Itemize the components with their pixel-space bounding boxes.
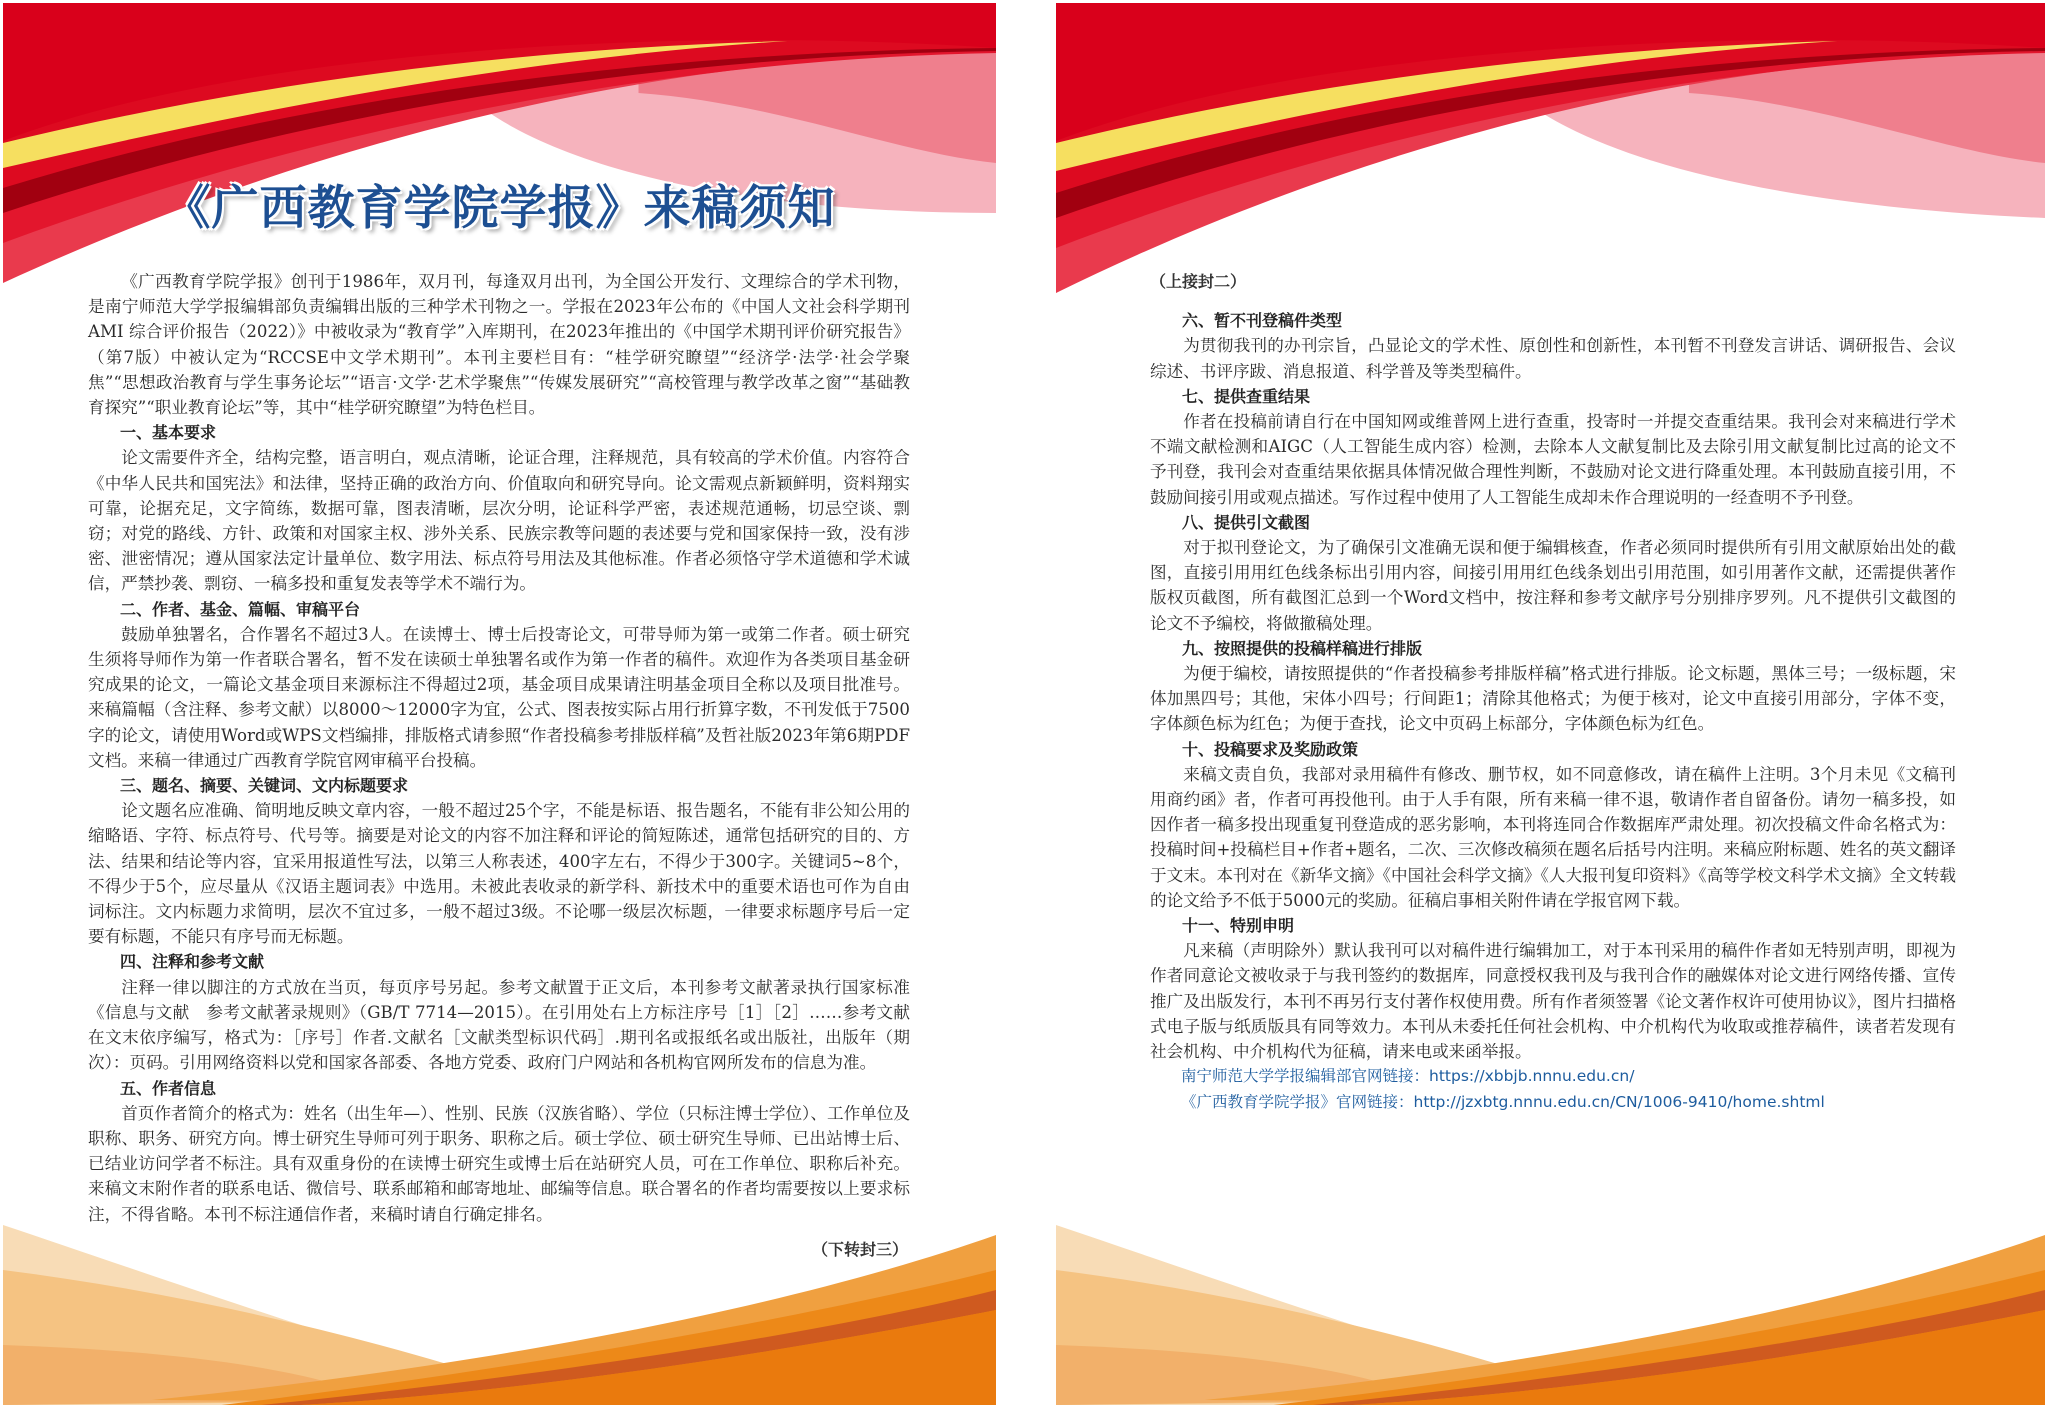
section-body-author-info: 首页作者简介的格式为：姓名（出生年—）、性别、民族（汉族省略）、学位（只标注博士学位）、工作单位及职称、职务、研究方向。博士研究生导师可列于职务、职称之后。硕士学位、硕士研究生导师、已出站博士后、已结业访问学者不标注。具有双重身份的在读博士研究生或博士后在站研究人员，可在工作单位、职称后补充。来稿文末附作者的联系电话、微信号、联系邮箱和邮寄地址、邮编等信息。联合署名的作者均需要按以上要求标注，不得省略。本刊不标注通信作者，来稿时请自行确定排名。: [88, 1103, 910, 1224]
section-heading-formatting-template: 九、按照提供的投稿样稿进行排版: [1182, 638, 1423, 658]
editorial-office-link[interactable]: https://xbbjb.nnnu.edu.cn/: [1429, 1067, 1635, 1086]
right-page: [1056, 3, 2045, 1405]
left-page-content: [88, 269, 910, 1262]
section-body-special-statement: 凡来稿（声明除外）默认我刊可以对稿件进行编辑加工，对于本刊采用的稿件作者如无特别声明，即视为作者同意论文被收录于与我刊签约的数据库，同意授权我刊及与我刊合作的融媒体对论文进行网络传播、宣传推广及出版发行，本刊不再另行支付著作权使用费。所有作者须签署《论文著作权许可使用协议》，图片扫描格式电子版与纸质版具有同等效力。本刊从未委托任何社会机构、中介机构代为收取或推荐稿件，读者若发现有社会机构、中介机构代为征稿，请来电或来函举报。: [1150, 941, 1956, 1062]
editorial-office-link-label: 南宁师范大学学报编辑部官网链接：: [1181, 1067, 1430, 1086]
journal-website-link-line: [1150, 1090, 1956, 1115]
section-heading-submission-rewards: 十、投稿要求及奖励政策: [1182, 739, 1359, 759]
journal-website-link[interactable]: http://jzxbtg.nnnu.edu.cn/CN/1006-9410/home.shtml: [1413, 1092, 1825, 1111]
section-body-basic-requirements: 论文需要件齐全，结构完整，语言明白，观点清晰，论证合理，注释规范，具有较高的学术价值。内容符合《中华人民共和国宪法》和法律，坚持正确的政治方向、价值取向和研究导向。论文需观点新颖鲜明，资料翔实可靠，论据充足，文字简练，数据可靠，图表清晰，层次分明，论证科学严密，表述规范通畅，切忌空谈、剽窃；对党的路线、方针、政策和对国家主权、涉外关系、民族宗教等问题的表述要与党和国家保持一致，没有涉密、泄密情况；遵从国家法定计量单位、数字用法、标点符号用法及其他标准。作者必须恪守学术道德和学术诚信，严禁抄袭、剽窃、一稿多投和重复发表等学术不端行为。: [88, 448, 910, 594]
continued-to-note: （下转封三）: [811, 1239, 908, 1259]
red-wave-header-decoration: [3, 3, 996, 303]
section-body-notes-references: 注释一律以脚注的方式放在当页，每页序号另起。参考文献置于正文后，本刊参考文献著录执行国家标准《信息与文献 参考文献著录规则》（GB/T 7714—2015）。在引用处右上方标注序号［1］［2］……参考文献在文末依序编写，格式为：［序号］作者.文献名［文献类型标识代码］.期刊名或报纸名或出版社，出版年（期次）：页码。引用网络资料以党和国家各部委、各地方党委、政府门户网站和各机构官网所发布的信息为准。: [88, 977, 910, 1073]
right-page-content: [1150, 269, 1956, 1115]
section-body-plagiarism-check: 作者在投稿前请自行在中国知网或维普网上进行查重，投寄时一并提交查重结果。我刊会对来稿进行学术不端文献检测和AIGC（人工智能生成内容）检测，去除本人文献复制比及去除引用文献复制比过高的论文不予刊登，我刊会对查重结果依据具体情况做合理性判断，不鼓励对论文进行降重处理。本刊鼓励直接引用，不鼓励间接引用或观点描述。写作过程中使用了人工智能生成却未作合理说明的一经查明不予刊登。: [1150, 412, 1956, 507]
section-heading-citation-screenshots: 八、提供引文截图: [1182, 512, 1311, 532]
section-body-formatting-template: 为便于编校，请按照提供的“作者投稿参考排版样稿”格式进行排版。论文标题，黑体三号；一级标题，宋体加黑四号；其他，宋体小四号；行间距1；清除其他格式；为便于核对，论文中直接引用部分，字体不变，字体颜色标为红色；为便于查找，论文中页码上标部分，字体颜色标为红色。: [1150, 664, 1956, 734]
section-heading-basic-requirements: 一、基本要求: [120, 423, 217, 443]
continued-from-note: （上接封二）: [1150, 272, 1247, 291]
section-heading-title-abstract: 三、题名、摘要、关键词、文内标题要求: [120, 776, 409, 796]
section-body-excluded-types: 为贯彻我刊的办刊宗旨，凸显论文的学术性、原创性和创新性，本刊暂不刊登发言讲话、调研报告、会议综述、书评序跋、消息报道、科学普及等类型稿件。: [1150, 336, 1956, 381]
intro-paragraph: 《广西教育学院学报》创刊于1986年，双月刊，每逢双月出刊，为全国公开发行、文理综合的学术刊物，是南宁师范大学学报编辑部负责编辑出版的三种学术刊物之一。学报在2023年公布的《中国人文社会科学期刊 AMI 综合评价报告（2022）》中被收录为“教育学”入库期刊，在2023年推出的《中国学术期刊评价研究报告》（第7版）中被认定为“RCCSE中文学术期刊”。本刊主要栏目有：“桂学研究瞭望”“经济学·法学·社会学聚焦”“思想政治教育与学生事务论坛”“语言·文学·艺术学聚焦”“传媒发展研究”“高校管理与教学改革之窗”“基础教育探究”“职业教育论坛”等，其中“桂学研究瞭望”为特色栏目。: [88, 272, 910, 418]
red-wave-header-decoration: [1056, 3, 2045, 303]
section-body-title-abstract: 论文题名应准确、简明地反映文章内容，一般不超过25个字，不能是标语、报告题名，不能有非公知公用的缩略语、字符、标点符号、代号等。摘要是对论文的内容不加注释和评论的简短陈述，通常包括研究的目的、方法、结果和结论等内容，宜采用报道性写法，以第三人称表述，400字左右，不得少于300字。关键词5~8个，不得少于5个，应尽量从《汉语主题词表》中选用。未被此表收录的新学科、新技术中的重要术语也可作为自由词标注。文内标题力求简明，层次不宜过多，一般不超过3级。不论哪一级层次标题，一律要求标题序号后一定要有标题，不能只有序号而无标题。: [88, 801, 910, 947]
section-heading-plagiarism-check: 七、提供查重结果: [1182, 386, 1311, 406]
section-body-submission-rewards: 来稿文责自负，我部对录用稿件有修改、删节权，如不同意修改，请在稿件上注明。3个月未见《文稿刊用商约函》者，作者可再投他刊。由于人手有限，所有来稿一律不退，敬请作者自留备份。请勿一稿多投，如因作者一稿多投出现重复刊登造成的恶劣影响，本刊将连同合作数据库严肃处理。初次投稿文件命名格式为：投稿时间+投稿栏目+作者+题名，二次、三次修改稿须在题名后括号内注明。来稿应附标题、姓名的英文翻译于文末。本刊对在《新华文摘》《中国社会科学文摘》《人大报刊复印资料》《高等学校文科学术文摘》全文转载的论文给予不低于5000元的奖励。征稿启事相关附件请在学报官网下载。: [1150, 764, 1956, 910]
section-heading-authors-funding: 二、作者、基金、篇幅、审稿平台: [120, 599, 361, 619]
section-heading-author-info: 五、作者信息: [120, 1078, 217, 1098]
section-heading-excluded-types: 六、暂不刊登稿件类型: [1182, 311, 1343, 331]
section-body-citation-screenshots: 对于拟刊登论文，为了确保引文准确无误和便于编辑核查，作者必须同时提供所有引用文献原始出处的截图，直接引用用红色线条标出引用内容，间接引用用红色线条划出引用范围，如引用著作文献，还需提供著作版权页截图，所有截图汇总到一个Word文档中，按注释和参考文献序号分别排序罗列。凡不提供引文截图的论文不予编校，将做撤稿处理。: [1150, 538, 1956, 633]
section-heading-special-statement: 十一、特别申明: [1182, 916, 1295, 936]
orange-wave-footer-decoration: [1056, 1195, 2045, 1405]
left-page: [3, 3, 996, 1405]
journal-website-link-label: 《广西教育学院学报》官网链接：: [1181, 1092, 1414, 1111]
section-heading-notes-references: 四、注释和参考文献: [120, 952, 265, 972]
page-title: 《广西教育学院学报》来稿须知: [163, 181, 836, 236]
editorial-office-link-line: [1150, 1064, 1956, 1089]
orange-wave-footer-decoration: [3, 1195, 996, 1405]
section-body-authors-funding: 鼓励单独署名，合作署名不超过3人。在读博士、博士后投寄论文，可带导师为第一或第二作者。硕士研究生须将导师作为第一作者联合署名，暂不发在读硕士单独署名或作为第一作者的稿件。欢迎作为各类项目基金研究成果的论文，一篇论文基金项目来源标注不得超过2项，基金项目成果请注明基金项目全称以及项目批准号。来稿篇幅（含注释、参考文献）以8000～12000字为宜，公式、图表按实际占用行折算字数，不刊发低于7500字的论文，请使用Word或WPS文档编排，排版格式请参照“作者投稿参考排版样稿”及哲社版2023年第6期PDF文档。来稿一律通过广西教育学院官网审稿平台投稿。: [88, 624, 910, 770]
